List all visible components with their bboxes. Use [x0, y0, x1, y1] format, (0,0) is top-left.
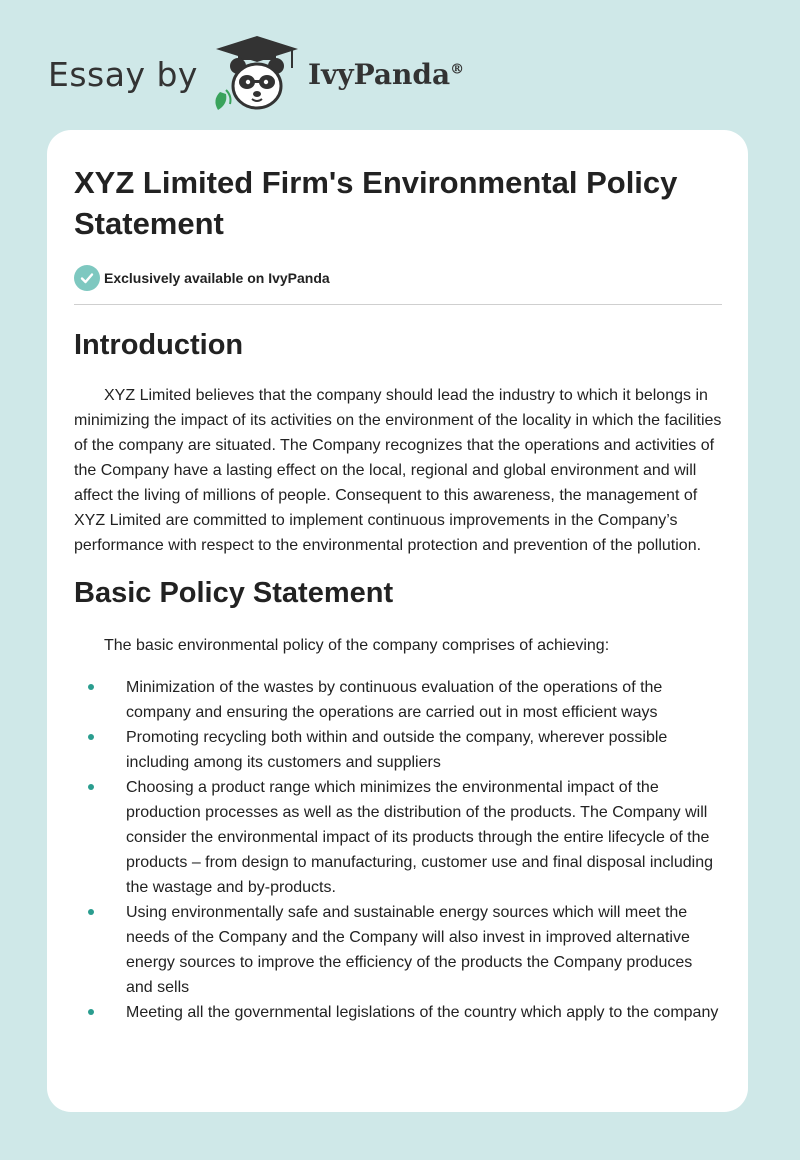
list-item-text: Minimization of the wastes by continuous evaluation of the operations of the company and ensuring the operations are carried out in most efficient ways — [126, 679, 663, 721]
list-item — [74, 675, 722, 725]
list-item — [74, 1000, 722, 1025]
list-item-text: Meeting all the governmental legislations of the country which apply to the company — [126, 1004, 719, 1021]
bullet-icon — [88, 1009, 94, 1015]
list-item — [74, 900, 722, 1000]
list-item-text: Using environmentally safe and sustainable energy sources which will meet the needs of the Company and the Company will also invest in improved alternative energy sources to improve the efficiency of the products the Company produces and sells — [126, 904, 693, 996]
bullet-icon — [88, 909, 94, 915]
essay-card — [47, 130, 748, 1112]
exclusive-badge — [74, 264, 722, 292]
section-heading-basic-policy: Basic Policy Statement — [74, 577, 394, 609]
bullet-icon — [88, 784, 94, 790]
registered-mark: ® — [450, 61, 465, 78]
section-heading-introduction: Introduction — [74, 329, 244, 361]
intro-paragraph: XYZ Limited believes that the company should lead the industry to which it belongs in minimizing the impact of its activities on the environment of the locality in which the facilities of the company are situated. The Company recognizes that the operations and activities of the Company have a lasting effect on the local, regional and global environment and will affect the living of millions of people. Consequent to this awareness, the management of XYZ Limited are committed to implement continuous improvements in the Company’s performance with respect to the environmental protection and prevention of the pollution. — [74, 387, 722, 554]
brand-name — [308, 58, 464, 91]
site-header — [48, 34, 464, 114]
check-icon — [74, 265, 100, 291]
divider — [74, 304, 722, 305]
brand-name-text: IvyPanda — [307, 57, 451, 91]
list-item-text: Choosing a product range which minimizes the environmental impact of the production processes as well as the distribution of the products. The Company will consider the environmental impact of its products through the entire lifecycle of the products – from design to manufacturing, customer use and final disposal including the wastage and by-products. — [126, 779, 713, 896]
panda-logo-icon[interactable] — [210, 34, 304, 114]
basic-policy-paragraph: The basic environmental policy of the company comprises of achieving: — [104, 637, 610, 654]
policy-list — [74, 675, 722, 1025]
exclusive-label: Exclusively available on IvyPanda — [104, 270, 330, 286]
list-item — [74, 725, 722, 775]
list-item-text: Promoting recycling both within and outside the company, wherever possible including among its customers and suppliers — [126, 729, 668, 771]
page-title: XYZ Limited Firm's Environmental Policy Statement — [74, 165, 678, 241]
brand-prefix: Essay by — [48, 54, 198, 94]
bullet-icon — [88, 684, 94, 690]
list-item — [74, 775, 722, 900]
bullet-icon — [88, 734, 94, 740]
